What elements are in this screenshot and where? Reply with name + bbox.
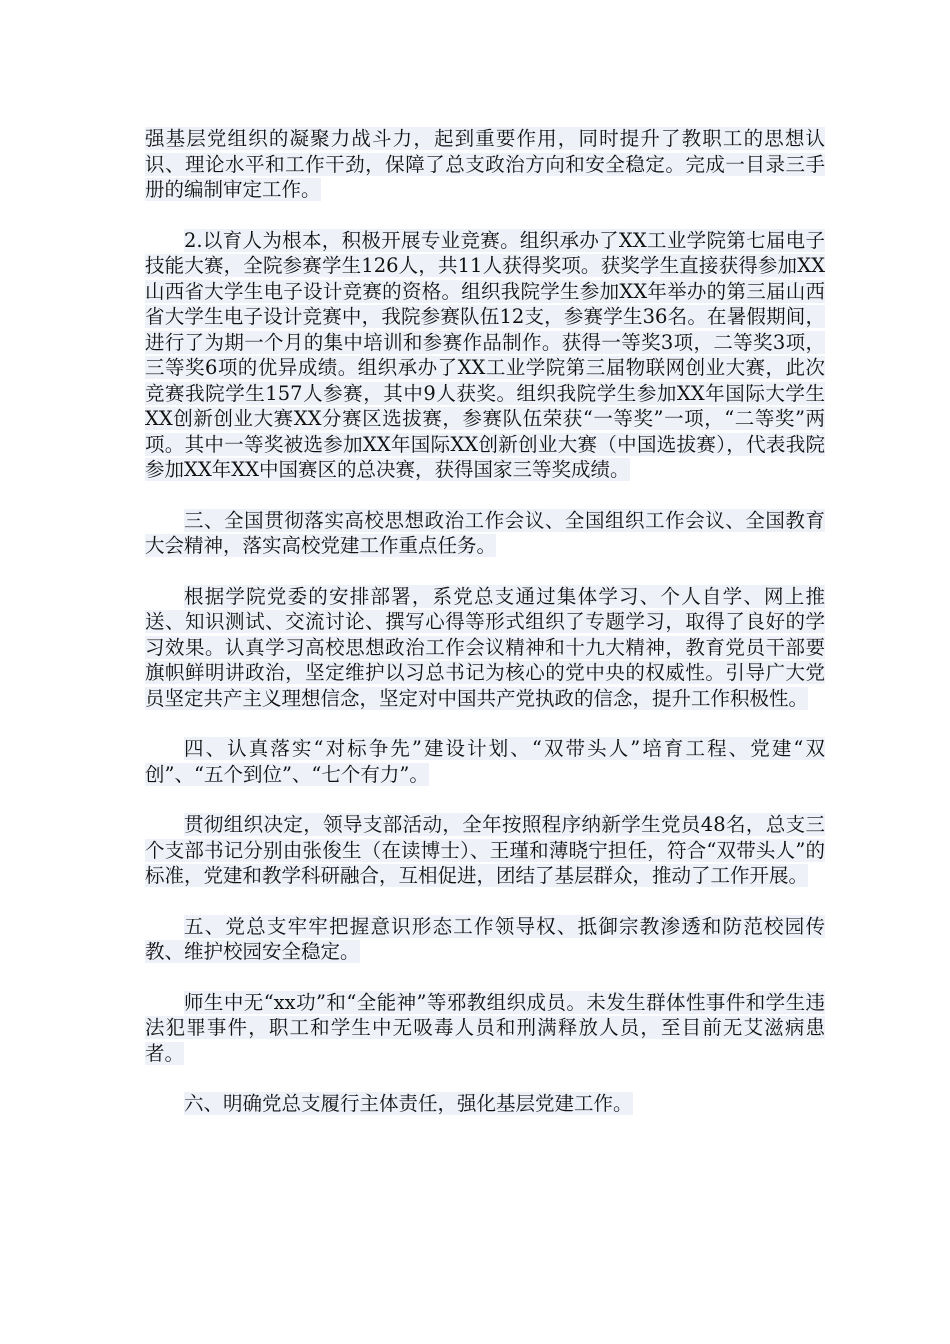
heading-section-6: 六、明确党总支履行主体责任，强化基层党建工作。 bbox=[184, 1092, 633, 1115]
heading-section-5: 五、党总支牢牢把握意识形态工作领导权、抵御宗教渗透和防范校园传教、维护校园安全稳定。 bbox=[145, 914, 825, 963]
paragraph-8: 师生中无“xx功”和“全能神”等邪教组织成员。未发生群体性事件和学生违法犯罪事件，职工和学生中无吸毒人员和刑满释放人员，至目前无艾滋病患者。 bbox=[145, 990, 825, 1065]
heading-section-4: 四、认真落实“对标争先”建设计划、“双带头人”培育工程、党建“双创”、“五个到位”、“七个有力”。 bbox=[145, 737, 825, 786]
paragraph-1: 强基层党组织的凝聚力战斗力，起到重要作用，同时提升了教职工的思想认识、理论水平和工作干劲，保障了总支政治方向和安全稳定。完成一目录三手册的编制审定工作。 bbox=[145, 127, 825, 201]
paragraph-6: 贯彻组织决定，领导支部活动，全年按照程序纳新学生党员48名，总支三个支部书记分别由张俊生（在读博士）、王瑾和薄晓宁担任，符合“双带头人”的标准，党建和教学科研融合，互相促进，团结了基层群众，推动了工作开展。 bbox=[145, 813, 825, 887]
heading-section-3: 三、全国贯彻落实高校思想政治工作会议、全国组织工作会议、全国教育大会精神，落实高校党建工作重点任务。 bbox=[145, 508, 825, 557]
paragraph-4: 根据学院党委的安排部署，系党总支通过集体学习、个人自学、网上推送、知识测试、交流讨论、撰写心得等形式组织了专题学习，取得了良好的学习效果。认真学习高校思想政治工作会议精神和十九大精神，教育党员干部要旗帜鲜明讲政治，坚定维护以习总书记为核心的党中央的权威性。引导广大党员坚定共产主义理想信念，坚定对中国共产党执政的信念，提升工作积极性。 bbox=[145, 584, 825, 710]
document-body bbox=[145, 126, 825, 1117]
paragraph-2: 2.以育人为根本，积极开展专业竞赛。组织承办了XX工业学院第七届电子技能大赛，全院参赛学生126人，共11人获得奖项。获奖学生直接获得参加XX山西省大学生电子设计竞赛的资格。组织我院学生参加XX年举办的第三届山西省大学生电子设计竞赛中，我院参赛队伍12支，参赛学生36名。在暑假期间，进行了为期一个月的集中培训和参赛作品制作。获得一等奖3项，二等奖3项，三等奖6项的优异成绩。组织承办了XX工业学院第三届物联网创业大赛，此次竞赛我院学生157人参赛，其中9人获奖。组织我院学生参加XX年国际大学生XX创新创业大赛XX分赛区选拔赛，参赛队伍荣获“一等奖”一项，“二等奖”两项。其中一等奖被选参加XX年国际XX创新创业大赛（中国选拔赛），代表我院参加XX年XX中国赛区的总决赛，获得国家三等奖成绩。 bbox=[145, 228, 825, 481]
